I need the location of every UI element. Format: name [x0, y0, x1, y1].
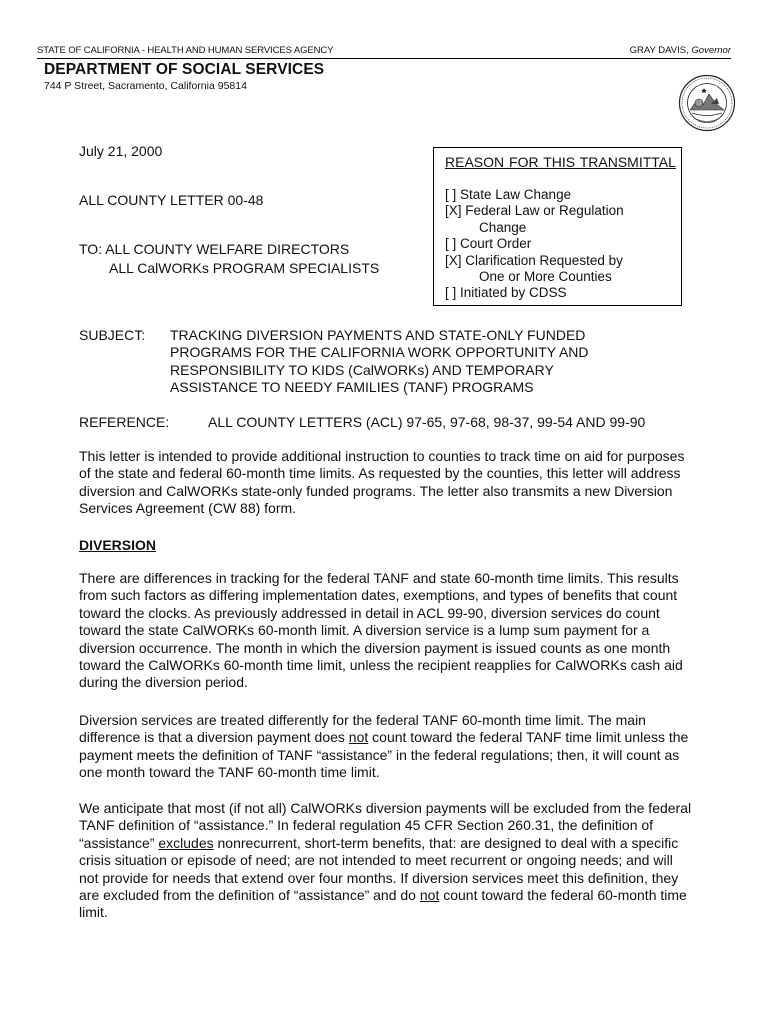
transmittal-item: [X] Federal Law or Regulation: [445, 203, 624, 219]
recipient-line-1: TO: ALL COUNTY WELFARE DIRECTORS: [79, 241, 350, 257]
transmittal-list: [445, 187, 624, 302]
transmittal-item: [ ] Court Order: [445, 236, 532, 252]
reference-label: REFERENCE:: [79, 414, 170, 430]
letter-number: ALL COUNTY LETTER 00-48: [79, 192, 264, 208]
emphasis-excludes: excludes: [158, 834, 214, 851]
subject-label: SUBJECT:: [79, 327, 146, 343]
transmittal-item-continuation: Change: [479, 219, 527, 235]
agency-line: STATE OF CALIFORNIA - HEALTH AND HUMAN SERVICES AGENCY: [37, 45, 334, 56]
paragraph-assistance-definition: We anticipate that most (if not all) CalWORKs diversion payments will be excluded from the federal TANF definition of “assistance.” In federal regulation 45 CFR Section 260.31, the definition of “assistance” excludes nonrecurrent, short-term benefits, that: are designed to deal with a specific crisis situation or episode of need; are not intended to meet recurrent or ongoing needs; and will not provide for needs that extend over four months. If diversion services meet this definition, they are excluded from the definition of “assistance” and do not count toward the federal 60-month time limit.: [79, 800, 692, 921]
transmittal-item: [X] Clarification Requested by: [445, 252, 623, 268]
governor-line: [560, 45, 731, 56]
intro-paragraph: This letter is intended to provide additional instruction to counties to track time on aid for purposes of the state and federal 60-month time limits. As requested by the counties, this letter will address diversion and CalWORKs state-only funded programs. The letter also transmits a new Diversion Services Agreement (CW 88) form.: [79, 448, 685, 517]
department-address: 744 P Street, Sacramento, California 95814: [44, 80, 247, 92]
transmittal-title: REASON FOR THIS TRANSMITTAL: [445, 154, 676, 170]
paragraph-differences: There are differences in tracking for the federal TANF and state 60-month time limits. This results from such factors as differing implementation dates, exemptions, and types of benefits that count toward the clocks. As previously addressed in detail in ACL 99-90, diversion services do count toward the state CalWORKs 60-month limit. A diversion service is a lump sum payment for a diversion occurrence. The month in which the diversion payment is issued counts as one month toward the CalWORKs 60-month time limit, unless the recipient reapplies for CalWORKs cash aid during the diversion period.: [79, 570, 683, 691]
emphasis-not: not: [348, 729, 369, 746]
recipient-line-2: ALL CalWORKs PROGRAM SPECIALISTS: [109, 260, 380, 276]
transmittal-item: [ ] State Law Change: [445, 187, 572, 202]
letter-date: July 21, 2000: [79, 143, 163, 159]
transmittal-item-continuation: One or More Counties: [479, 269, 612, 285]
subject-text: TRACKING DIVERSION PAYMENTS AND STATE-ONLY FUNDED PROGRAMS FOR THE CALIFORNIA WORK OPPORTUNITY AND RESPONSIBILITY TO KIDS (CalWORKs) AND TEMPORARY ASSISTANCE TO NEEDY FAMILIES (TANF) PROGRAMS: [170, 327, 589, 396]
emphasis-not: not: [419, 887, 440, 904]
section-heading-diversion: DIVERSION: [79, 537, 157, 553]
header-rule: [37, 58, 731, 59]
governor-title: Governor: [691, 45, 731, 56]
paragraph-federal-treatment: Diversion services are treated differently for the federal TANF 60-month time limit. The main difference is that a diversion payment does not count toward the federal TANF time limit unless the payment meets the definition of TANF “assistance” in the federal regulations; then, it will count as one month toward the TANF 60-month time limit.: [79, 712, 689, 781]
governor-name: GRAY DAVIS,: [629, 45, 689, 56]
transmittal-item: [ ] Initiated by CDSS: [445, 285, 567, 301]
reference-text: ALL COUNTY LETTERS (ACL) 97-65, 97-68, 98-37, 99-54 AND 99-90: [208, 414, 646, 430]
state-seal-icon: [678, 74, 736, 132]
department-title: DEPARTMENT OF SOCIAL SERVICES: [44, 61, 325, 78]
